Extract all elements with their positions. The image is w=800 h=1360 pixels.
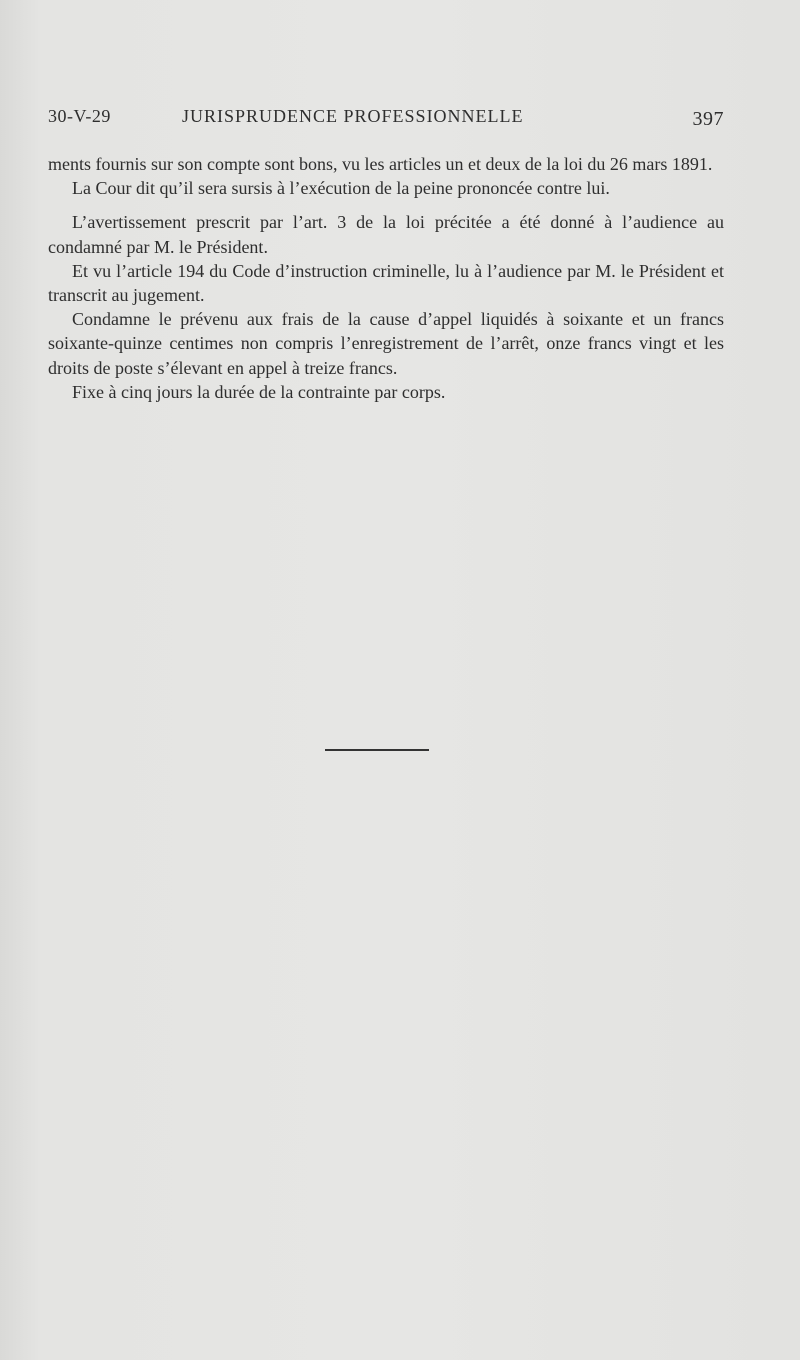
paragraph-continuation: ments fournis sur son compte sont bons, vu les articles un et deux de la loi du 26 mars 1891. — [48, 154, 713, 174]
paragraph-article-194: Et vu l’article 194 du Code d’instruction criminelle, lu à l’audience par M. le Président et transcrit au jugement. — [48, 260, 724, 306]
header-date: 30-V-29 — [48, 106, 111, 126]
paragraph-condamne: Condamne le prévenu aux frais de la cause d’appel liquidés à soixante et un francs soixante-quinze centimes non compris l’enregistrement de l’arrêt, onze francs vingt et les droits de poste s’élevant en appel à treize francs. — [48, 309, 724, 378]
section-divider — [325, 749, 429, 751]
body-text — [48, 152, 724, 404]
paragraph-sursis: La Cour dit qu’il sera sursis à l’exécution de la peine prononcée contre lui. — [72, 178, 610, 199]
paragraph-contrainte: Fixe à cinq jours la durée de la contrainte par corps. — [72, 381, 446, 402]
paragraph-avertissement: L’avertissement prescrit par l’art. 3 de la loi précitée a été donné à l’audience au condamné par M. le Président. — [48, 212, 724, 257]
page-number: 397 — [692, 108, 724, 130]
page-header — [48, 106, 724, 136]
running-title: JURISPRUDENCE PROFESSIONNELLE — [182, 106, 524, 126]
